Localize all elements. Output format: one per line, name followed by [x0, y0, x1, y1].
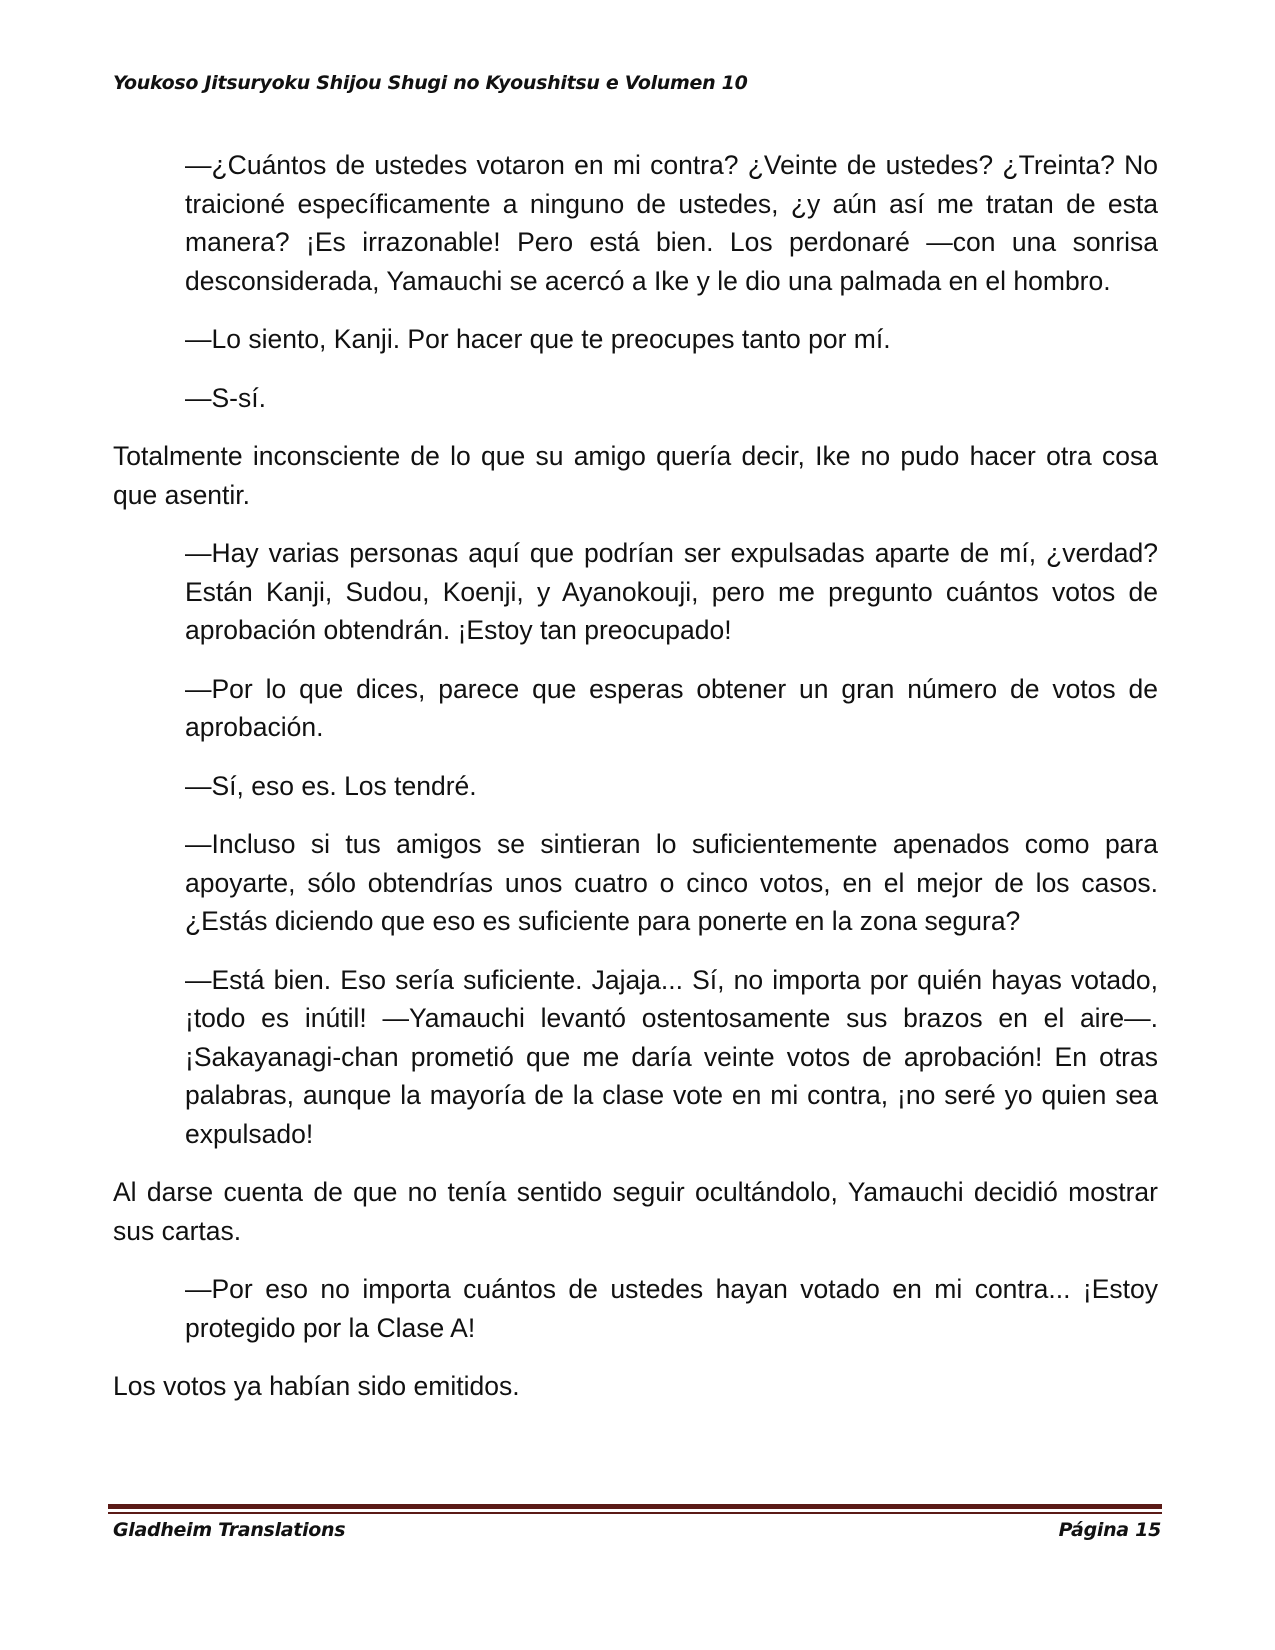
paragraph: —S-sí.	[185, 382, 266, 413]
footer-publisher: Gladheim Translations	[113, 1519, 346, 1541]
paragraph: —Sí, eso es. Los tendré.	[185, 770, 477, 801]
body-text	[113, 146, 1158, 1426]
footer-page-number: Página 15	[1058, 1519, 1161, 1541]
paragraph: —Por lo que dices, parece que esperas obtener un gran número de votos de aprobación.	[185, 673, 1158, 742]
paragraph: —Hay varias personas aquí que podrían ser expulsadas aparte de mí, ¿verdad? Están Kanji, Sudou, Koenji, y Ayanokouji, pero me pregunto cuántos votos de aprobación obtendrán. ¡Estoy tan preocupado!	[185, 538, 1158, 645]
paragraph: —¿Cuántos de ustedes votaron en mi contra? ¿Veinte de ustedes? ¿Treinta? No traicioné específicamente a ninguno de ustedes, ¿y aún así me tratan de esta manera? ¡Es irrazonable! Pero está bien. Los perdonaré —con una sonrisa desconsiderada, Yamauchi se acercó a Ike y le dio una palmada en el hombro.	[185, 150, 1158, 296]
paragraph: —Está bien. Eso sería suficiente. Jajaja... Sí, no importa por quién hayas votado, ¡todo es inútil! —Yamauchi levantó ostentosamente sus brazos en el aire—. ¡Sakayanagi-chan prometió que me daría veinte votos de aprobación! En otras palabras, aunque la mayoría de la clase vote en mi contra, ¡no seré yo quien sea expulsado!	[185, 964, 1158, 1149]
paragraph: —Incluso si tus amigos se sintieran lo suficientemente apenados como para apoyarte, sólo obtendrías unos cuatro o cinco votos, en el mejor de los casos. ¿Estás diciendo que eso es suficiente para ponerte en la zona segura?	[185, 829, 1158, 936]
footer-rule-thin	[108, 1512, 1162, 1514]
paragraph: Los votos ya habían sido emitidos.	[113, 1371, 520, 1401]
paragraph: Al darse cuenta de que no tenía sentido seguir ocultándolo, Yamauchi decidió mostrar sus cartas.	[113, 1177, 1158, 1246]
paragraph: —Lo siento, Kanji. Por hacer que te preocupes tanto por mí.	[185, 324, 891, 354]
paragraph: Totalmente inconsciente de lo que su amigo quería decir, Ike no pudo hacer otra cosa que asentir.	[113, 441, 1158, 510]
footer-rule-thick	[108, 1504, 1162, 1509]
paragraph: —Por eso no importa cuántos de ustedes hayan votado en mi contra... ¡Estoy protegido por la Clase A!	[185, 1274, 1158, 1343]
page-header-title: Youkoso Jitsuryoku Shijou Shugi no Kyoushitsu e Volumen 10	[113, 72, 748, 94]
